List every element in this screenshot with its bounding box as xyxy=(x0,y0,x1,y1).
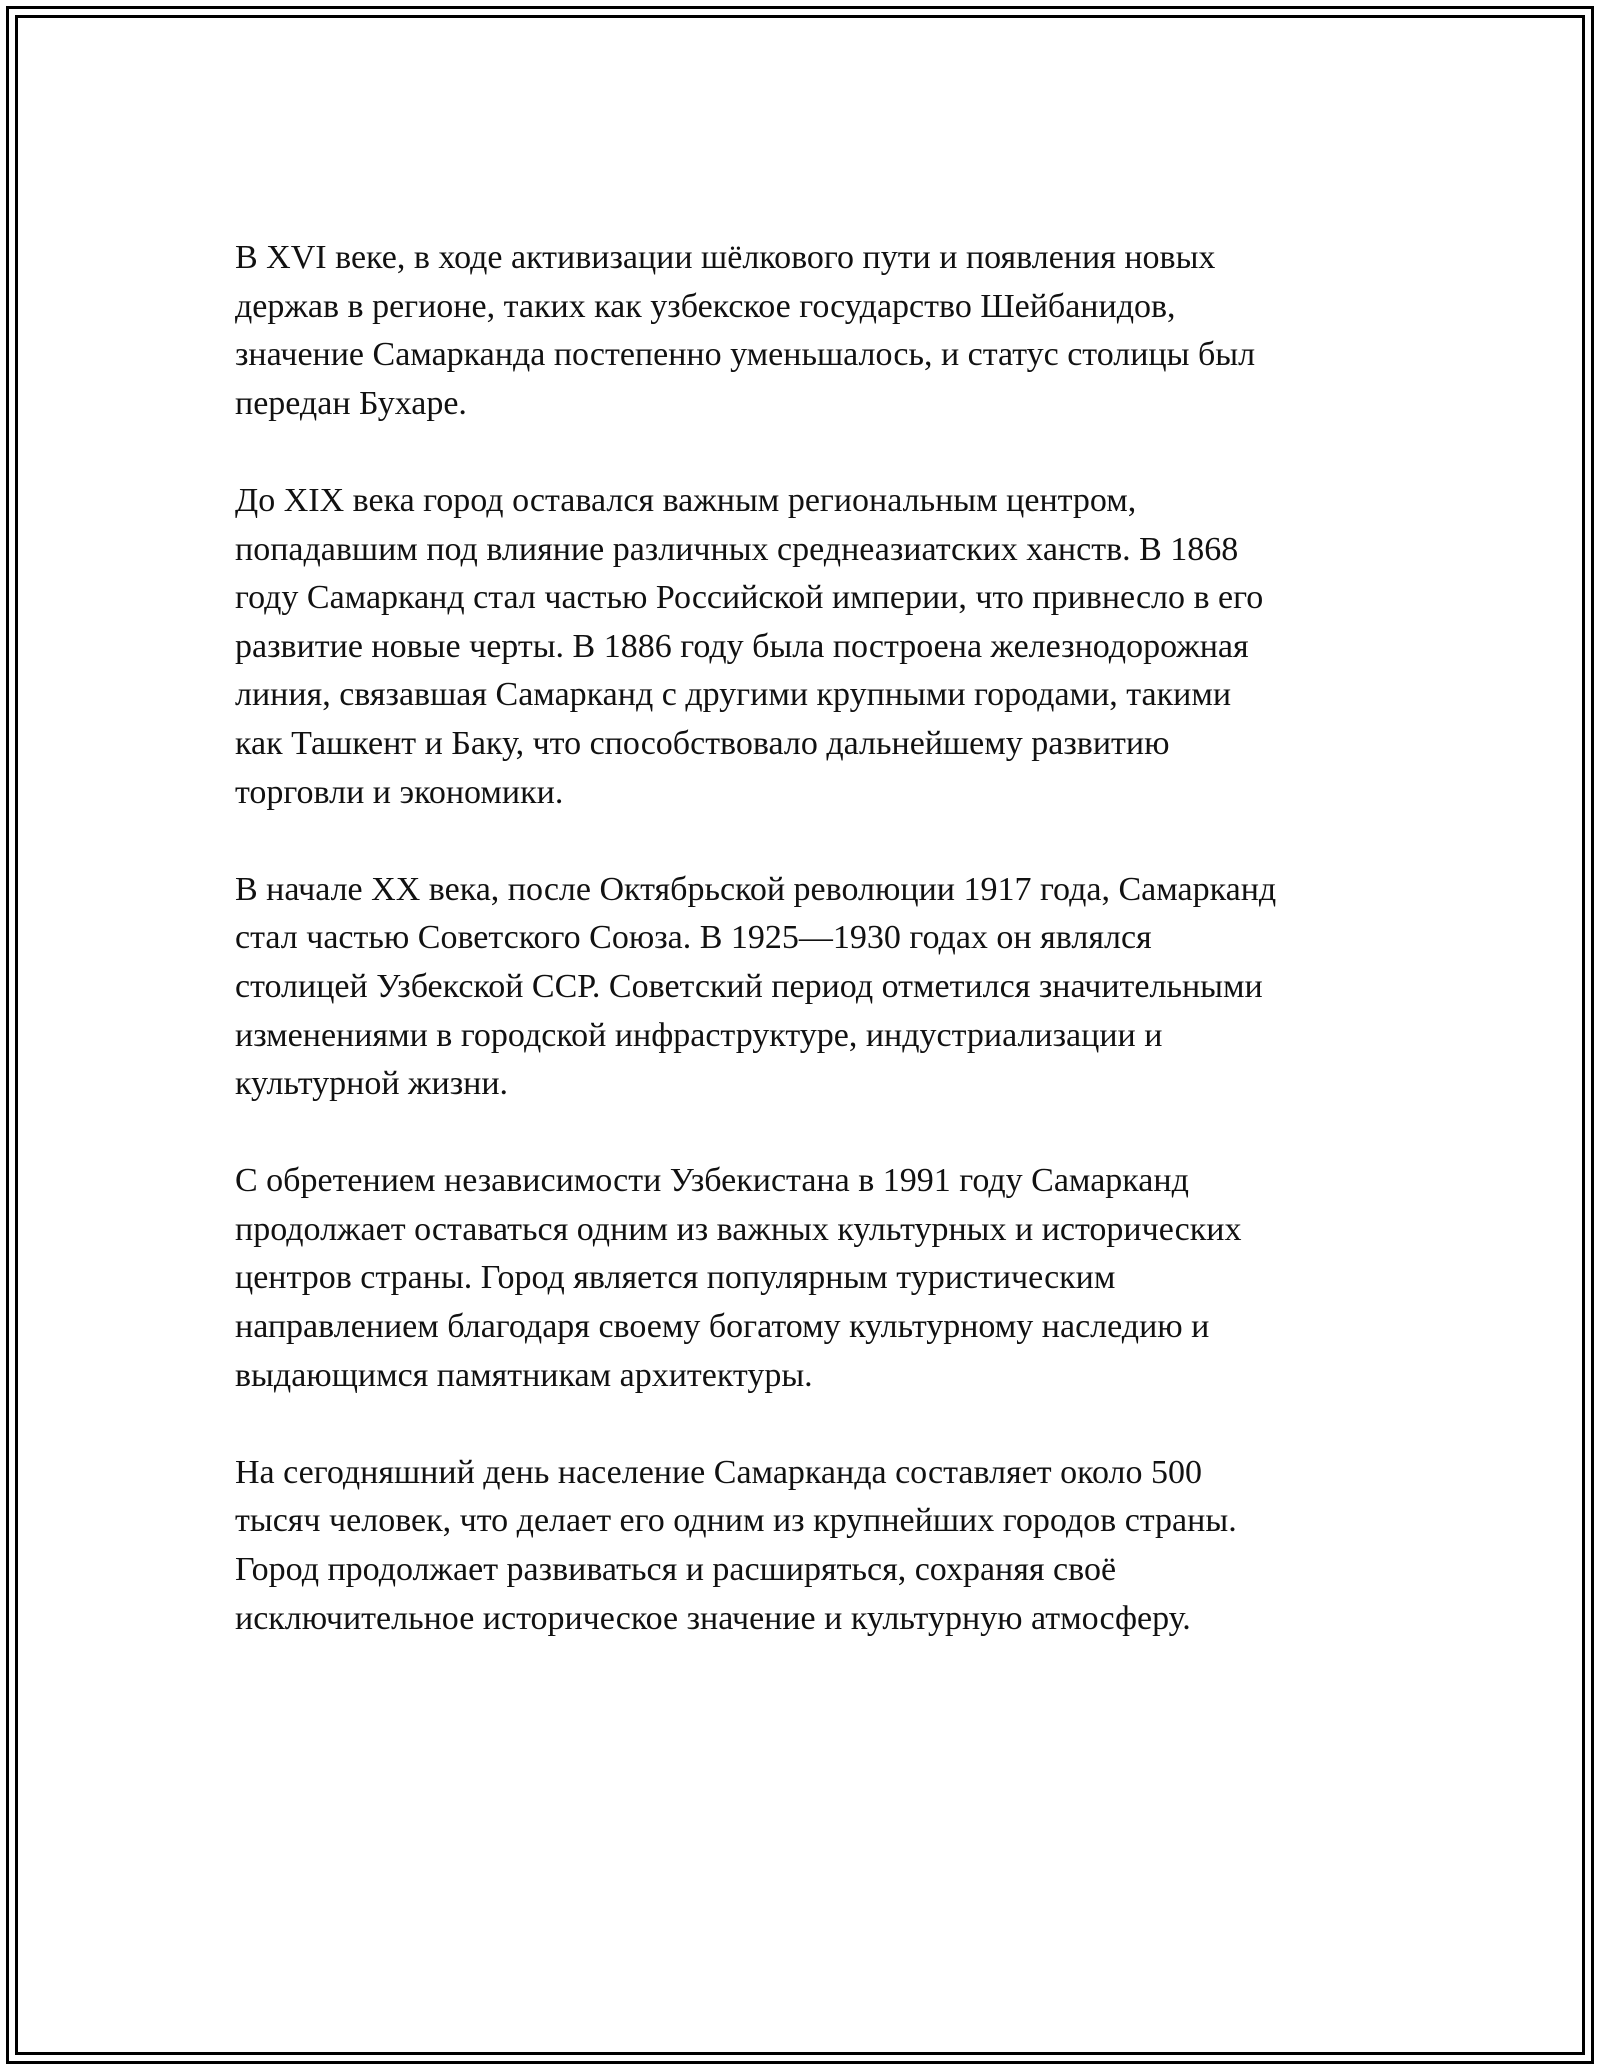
text-line: исключительное историческое значение и культурную атмосферу. xyxy=(235,1599,1191,1637)
text-line: году Самарканд стал частью Российской империи, что привнесло в его xyxy=(235,579,1264,617)
text-line: В начале XX века, после Октябрьской революции 1917 года, Самарканд xyxy=(235,870,1277,908)
text-line: линия, связавшая Самарканд с другими крупными городами, такими xyxy=(235,676,1232,714)
document-body xyxy=(235,234,1395,1692)
text-line: развитие новые черты. В 1886 году была построена железнодорожная xyxy=(235,627,1249,665)
text-line: выдающимся памятникам архитектуры. xyxy=(235,1356,813,1394)
text-line: торговли и экономики. xyxy=(235,773,564,811)
paragraph-2 xyxy=(235,477,1395,817)
text-line: Город продолжает развиваться и расширяться, сохраняя своё xyxy=(235,1551,1117,1589)
text-line: передан Бухаре. xyxy=(235,384,467,422)
text-line: центров страны. Город является популярным туристическим xyxy=(235,1259,1116,1297)
text-line: изменениями в городской инфраструктуре, индустриализации и xyxy=(235,1016,1163,1054)
text-line: С обретением независимости Узбекистана в 1991 году Самарканд xyxy=(235,1162,1189,1200)
text-line: На сегодняшний день население Самарканда составляет около 500 xyxy=(235,1453,1202,1491)
text-line: попадавшим под влияние различных среднеазиатских ханств. В 1868 xyxy=(235,530,1239,568)
text-line: До XIX века город оставался важным региональным центром, xyxy=(235,481,1137,519)
paragraph-3 xyxy=(235,866,1395,1109)
text-line: В XVI веке, в ходе активизации шёлкового пути и появления новых xyxy=(235,239,1216,276)
text-line: держав в регионе, таких как узбекское государство Шейбанидов, xyxy=(235,287,1176,325)
text-line: столицей Узбекской ССР. Советский период отметился значительными xyxy=(235,967,1263,1005)
text-line: культурной жизни. xyxy=(235,1065,509,1103)
paragraph-4 xyxy=(235,1157,1395,1400)
text-line: направлением благодаря своему богатому культурному наследию и xyxy=(235,1308,1210,1346)
text-line: значение Самарканда постепенно уменьшалось, и статус столицы был xyxy=(235,336,1256,374)
text-line: стал частью Советского Союза. В 1925—1930 годах он являлся xyxy=(235,919,1152,957)
paragraph-5 xyxy=(235,1449,1395,1643)
text-line: тысяч человек, что делает его одним из крупнейших городов страны. xyxy=(235,1502,1237,1540)
paragraph-1 xyxy=(235,234,1395,428)
text-line: продолжает оставаться одним из важных культурных и исторических xyxy=(235,1210,1242,1248)
text-line: как Ташкент и Баку, что способствовало дальнейшему развитию xyxy=(235,724,1170,762)
